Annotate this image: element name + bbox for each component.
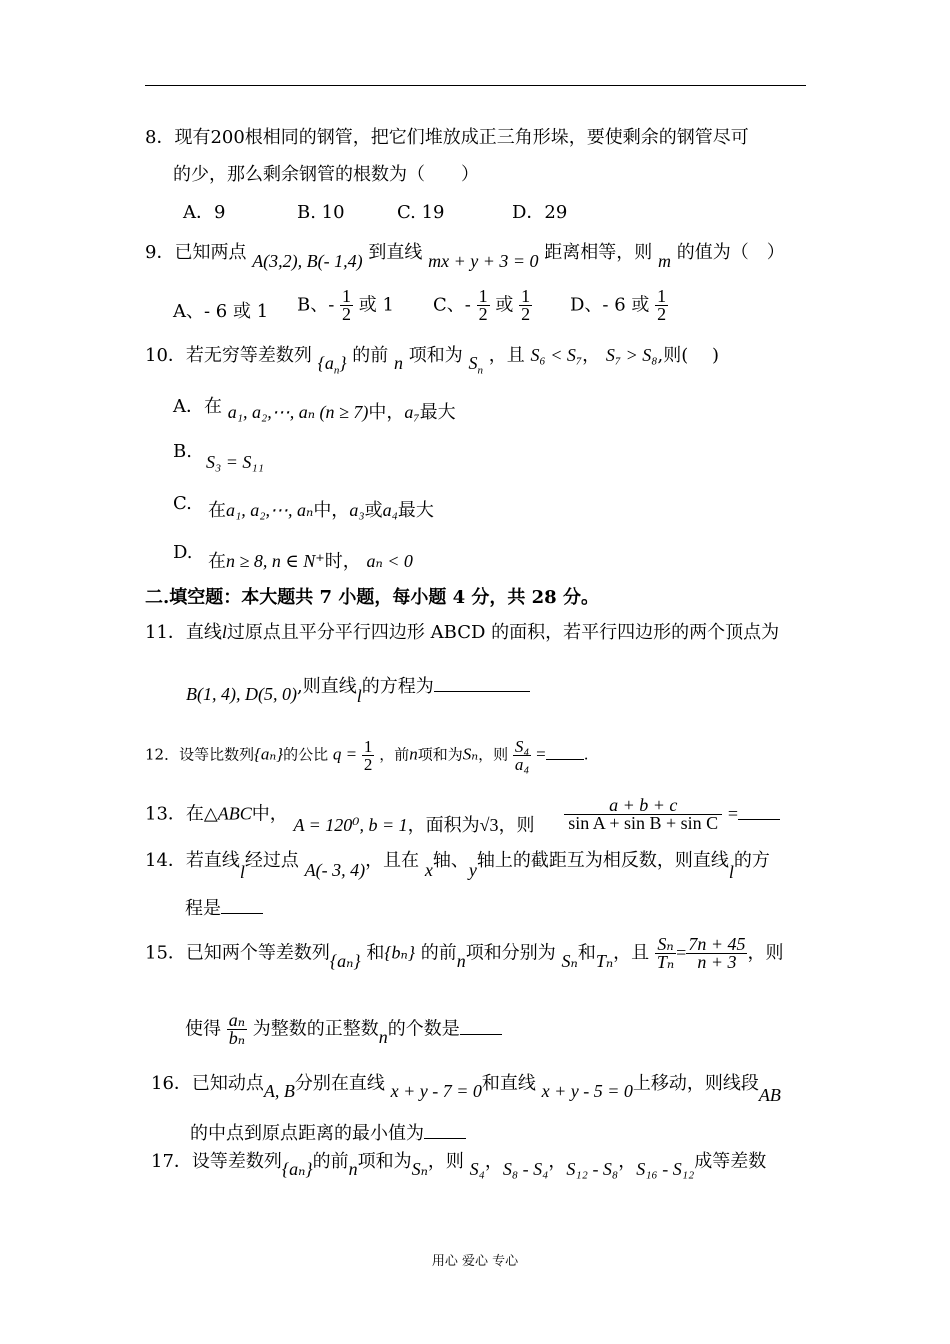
q15-l2-t2: 为整数的正整数: [252, 1018, 379, 1040]
q12-n: n: [409, 744, 418, 764]
q13-t1: 13．在△: [145, 803, 218, 825]
q12-end: .: [583, 745, 589, 764]
q17-t1: 17．设等差数列: [151, 1151, 282, 1172]
q9-option-d-fraction: [655, 288, 668, 323]
q15-line1: [145, 936, 783, 971]
q15-fraction2: [686, 936, 747, 971]
q14-point: A(- 3, 4): [304, 860, 366, 880]
q10-S: S: [468, 353, 478, 373]
q17-sep3: ，: [618, 1151, 637, 1172]
q11-line1: [145, 620, 779, 645]
q12-t2: 的公比: [283, 745, 329, 764]
q12-q: q =: [332, 744, 358, 764]
frac-den: sin A + sin B + sin C: [568, 813, 719, 833]
q10-cond2: S₇ > S₈: [605, 345, 658, 365]
q10-option-d-label: D.: [173, 542, 193, 563]
q10-a-a7: a₇: [404, 402, 420, 422]
q16-line-eq1: x + y - 7 = 0: [390, 1081, 482, 1101]
q14-line2: [185, 897, 263, 921]
q17-S: Sₙ: [411, 1159, 428, 1179]
q11-answer-blank: [434, 675, 530, 692]
q9-option-c-label: C、-: [433, 294, 471, 316]
q12-t5: ，则: [478, 745, 509, 764]
q17-t2: 的前: [312, 1151, 349, 1172]
q15-eq: =: [676, 942, 687, 963]
q15-n2: n: [378, 1026, 388, 1047]
q10-seq: $\{a_n\}$: [317, 353, 347, 377]
q16-line-eq2: x + y - 5 = 0: [541, 1081, 633, 1101]
frac-num: aₙ: [228, 1010, 246, 1030]
section-heading: 二.填空题：本大题共 7 小题，每小题 4 分，共 28 分。: [145, 587, 599, 608]
q10-c-t1: 在: [208, 500, 226, 521]
q17-sep1: ，: [484, 1151, 503, 1172]
q16-t4: 上移动，则线段: [632, 1073, 759, 1094]
frac-den: 2: [478, 304, 488, 324]
q10-d-expr: n ≥ 8, n ∈ N⁺: [226, 551, 325, 571]
q15-b-seq: {bₙ}: [384, 942, 416, 963]
q13-fraction: [564, 797, 722, 832]
q10-option-b-label: B.: [173, 441, 192, 462]
q14-x: x: [424, 860, 433, 880]
q11-l2: l: [356, 686, 362, 706]
q10-c-a4: a₄: [382, 500, 398, 520]
frac-num: S₄: [514, 737, 530, 756]
frac-den: bₙ: [228, 1028, 246, 1048]
q15-S: Sₙ: [561, 950, 578, 971]
q15-t7: ，则: [747, 942, 784, 964]
q10-n: n: [394, 353, 404, 373]
q9-text1: 到直线: [368, 242, 423, 263]
q17-t5: 成等差数: [694, 1151, 767, 1172]
frac-den: n + 3: [697, 952, 737, 972]
q12-t3: ，前: [379, 745, 410, 764]
q15-a-seq: {aₙ}: [329, 950, 361, 971]
q11-l: l: [221, 622, 227, 642]
q11-t1: 11．直线: [145, 622, 222, 643]
q14-l2: l: [728, 862, 734, 882]
q12-answer-blank: [546, 743, 584, 760]
q9-option-c-fraction1: [477, 288, 490, 323]
q16-t3: 和直线: [481, 1073, 536, 1094]
q10-a-tail1: 中，: [368, 402, 405, 423]
q9-option-b: [297, 288, 394, 323]
frac-num: 1: [478, 286, 488, 306]
q10-option-c: [208, 498, 434, 523]
q14-t3: ，且在: [365, 850, 420, 871]
q10-text4: ,则( ): [657, 345, 720, 366]
q12-S: Sₙ: [462, 744, 479, 764]
q10-c-a3: a₃: [349, 500, 365, 520]
q14-t5: 轴上的截距互为相反数，则直线: [476, 850, 729, 871]
q9-text2: 距离相等，则: [544, 242, 653, 263]
frac-num: 1: [342, 286, 352, 306]
q13-answer-blank: [738, 803, 780, 820]
q10-stem: [145, 343, 719, 375]
q12-eq: =: [536, 744, 546, 764]
q14-t1: 14．若直线: [145, 850, 240, 871]
frac-den: 2: [657, 304, 667, 324]
q15-t5: 和: [577, 942, 596, 964]
frac-num: 1: [657, 286, 667, 306]
q10-seq-sub: n: [333, 364, 340, 377]
q15-t4: 项和分别为: [465, 942, 556, 964]
q15-fraction1: [655, 936, 676, 971]
q15-t3: 的前: [420, 942, 457, 964]
q9-option-a: A、- 6 或 1: [173, 301, 269, 322]
q14-line2-text: 程是: [185, 898, 221, 919]
q10-option-b-expr: S₃ = S₁₁: [206, 452, 264, 472]
q9-option-c: [433, 288, 532, 323]
q13-abc: ABC: [217, 803, 252, 824]
q9-line-eq: mx + y + 3 = 0: [428, 251, 539, 271]
q10-option-d: [208, 549, 413, 574]
q8-line1: 8．现有200根相同的钢管，把它们堆放成正三角形垛，要使剩余的钢管尽可: [145, 127, 749, 148]
q10-text1: 的前: [352, 345, 389, 366]
q10-c-expr: a₁, a₂,⋯, aₙ: [226, 500, 314, 520]
page-footer: 用心 爱心 专心: [431, 1254, 519, 1269]
q9-stem: [145, 240, 785, 271]
q15-T: Tₙ: [595, 950, 614, 971]
q15-l2-t3: 的个数是: [387, 1018, 460, 1040]
q8-option-c: C. 19: [397, 202, 445, 223]
q9-m: m: [658, 251, 672, 271]
q11-line2: [186, 674, 530, 706]
q11-t2: 过原点且平分平行四边形 ABCD 的面积，若平行四边形的两个顶点为: [226, 622, 780, 643]
q9-option-d-label: D、- 6 或: [570, 294, 650, 316]
q8-option-d: D．29: [512, 202, 568, 223]
q13-t3: ，面积为: [407, 814, 480, 836]
q10-d-expr2: aₙ < 0: [366, 551, 413, 571]
q10-S-sub: n: [477, 364, 483, 377]
q17-t4: ，则: [427, 1151, 464, 1172]
q17-s3: S₁₂ - S₈: [566, 1159, 619, 1179]
q9-num: 9．已知两点: [145, 242, 247, 263]
q17-s1: S₄: [469, 1159, 485, 1179]
q10-option-a: [173, 394, 456, 423]
q10-text2: 项和为: [408, 345, 463, 366]
q15-a: aₙ: [337, 950, 354, 971]
q15-line2: [185, 1012, 502, 1047]
frac-num: 7n + 45: [688, 934, 746, 954]
q13-eq: =: [727, 803, 739, 824]
q10-d-t1: 在: [208, 551, 226, 572]
q15-answer-blank: [460, 1018, 502, 1035]
q12-q-fraction: [362, 738, 375, 773]
frac-den: 2: [363, 755, 373, 774]
q16-t2: 分别在直线: [294, 1073, 385, 1094]
q13-line: [145, 795, 780, 836]
q9-option-c-fraction2: [519, 288, 532, 323]
q16-ab: A, B: [263, 1081, 295, 1101]
frac-den: 2: [342, 304, 352, 324]
q12-t1: 12．设等比数列: [145, 745, 255, 764]
q15-b: bₙ: [391, 942, 408, 963]
q12-seq: {aₙ}: [254, 744, 284, 764]
q10-text3: ，且: [488, 345, 525, 366]
q13-t2: 中，: [251, 803, 288, 825]
q10-num: 10．若无穷等差数列: [145, 345, 312, 366]
q17-s4: S₁₆ - S₁₂: [636, 1159, 695, 1179]
frac-den: a₄: [514, 755, 530, 774]
q9-text3: 的值为（ ）: [676, 242, 785, 263]
q17-s2: S₈ - S₄: [502, 1159, 549, 1179]
q14-t4: 轴、: [432, 850, 469, 871]
q9-option-b-tail: 或 1: [358, 294, 394, 316]
q9-option-b-label: B、-: [297, 294, 335, 316]
frac-den: Tₙ: [656, 952, 675, 972]
q12-fraction: [513, 738, 531, 773]
q10-seq-a: a: [324, 353, 334, 373]
q16-line1: [151, 1071, 781, 1105]
q11-t3: ,则直线: [296, 676, 357, 697]
q13-cond: A = 120⁰, b = 1: [293, 814, 408, 835]
q10-c-t3: 最大: [397, 500, 434, 521]
q14-y: y: [468, 860, 477, 880]
q8-line2: 的少，那么剩余钢管的根数为（ ）: [173, 164, 479, 185]
q10-a-expr: a₁, a₂,⋯, aₙ (n ≥ 7): [227, 402, 369, 422]
q17-line: [151, 1149, 767, 1179]
q15-t6: ，且: [613, 942, 650, 964]
q14-t6: 的方: [733, 850, 770, 871]
q10-d-t2: 时，: [324, 551, 361, 572]
q10-option-c-label: C.: [173, 493, 192, 514]
q10-a-tail2: 最大: [419, 402, 456, 423]
q15-t1: 15．已知两个等差数列: [145, 942, 330, 964]
q17-seq: {aₙ}: [281, 1159, 313, 1179]
q10-sep: ，: [582, 345, 601, 366]
q16-line2-text: 的中点到原点距离的最小值为: [190, 1123, 424, 1144]
q8-option-b: B. 10: [297, 202, 345, 223]
header-rule: [145, 85, 806, 86]
frac-num: 1: [363, 737, 373, 756]
q9-option-b-fraction: [340, 288, 353, 323]
q9-option-c-or: 或: [495, 294, 514, 316]
q10-c-or: 或: [364, 500, 383, 521]
q14-answer-blank: [221, 897, 263, 914]
q11-points: B(1, 4), D(5, 0): [186, 684, 297, 704]
q15-fraction3: [227, 1012, 247, 1047]
q16-t1: 16．已知动点: [151, 1073, 264, 1094]
q15-l2-t1: 使得: [185, 1018, 221, 1040]
frac-num: 1: [521, 286, 531, 306]
q13-t4: ，则: [498, 814, 535, 836]
q9-points: A(3,2), B(- 1,4): [252, 251, 363, 271]
q8-option-a: A．9: [183, 202, 226, 223]
q17-n: n: [348, 1159, 358, 1179]
frac-num: a + b + c: [564, 797, 722, 815]
q16-line2: [190, 1122, 466, 1146]
q15-t2: 和: [366, 942, 385, 964]
q10-a-label: A．在: [173, 396, 222, 417]
q11-t4: 的方程为: [361, 676, 434, 697]
frac-den: 2: [521, 304, 531, 324]
q13-sqrt: √3: [479, 814, 499, 835]
q16-answer-blank: [424, 1122, 466, 1139]
frac-num: Sₙ: [655, 936, 676, 954]
q12-t4: 项和为: [417, 745, 463, 764]
q14-l: l: [239, 862, 245, 882]
q9-option-d: [570, 288, 668, 323]
q17-sep2: ，: [548, 1151, 567, 1172]
q12-line: [145, 738, 588, 773]
q10-c-t2: 中，: [313, 500, 350, 521]
q14-t2: 经过点: [244, 850, 299, 871]
q16-seg: AB: [758, 1085, 781, 1105]
q14-line1: [145, 848, 770, 882]
q15-n: n: [456, 950, 466, 971]
q17-t3: 项和为: [357, 1151, 412, 1172]
q10-cond1: S₆ < S₇: [530, 345, 583, 365]
